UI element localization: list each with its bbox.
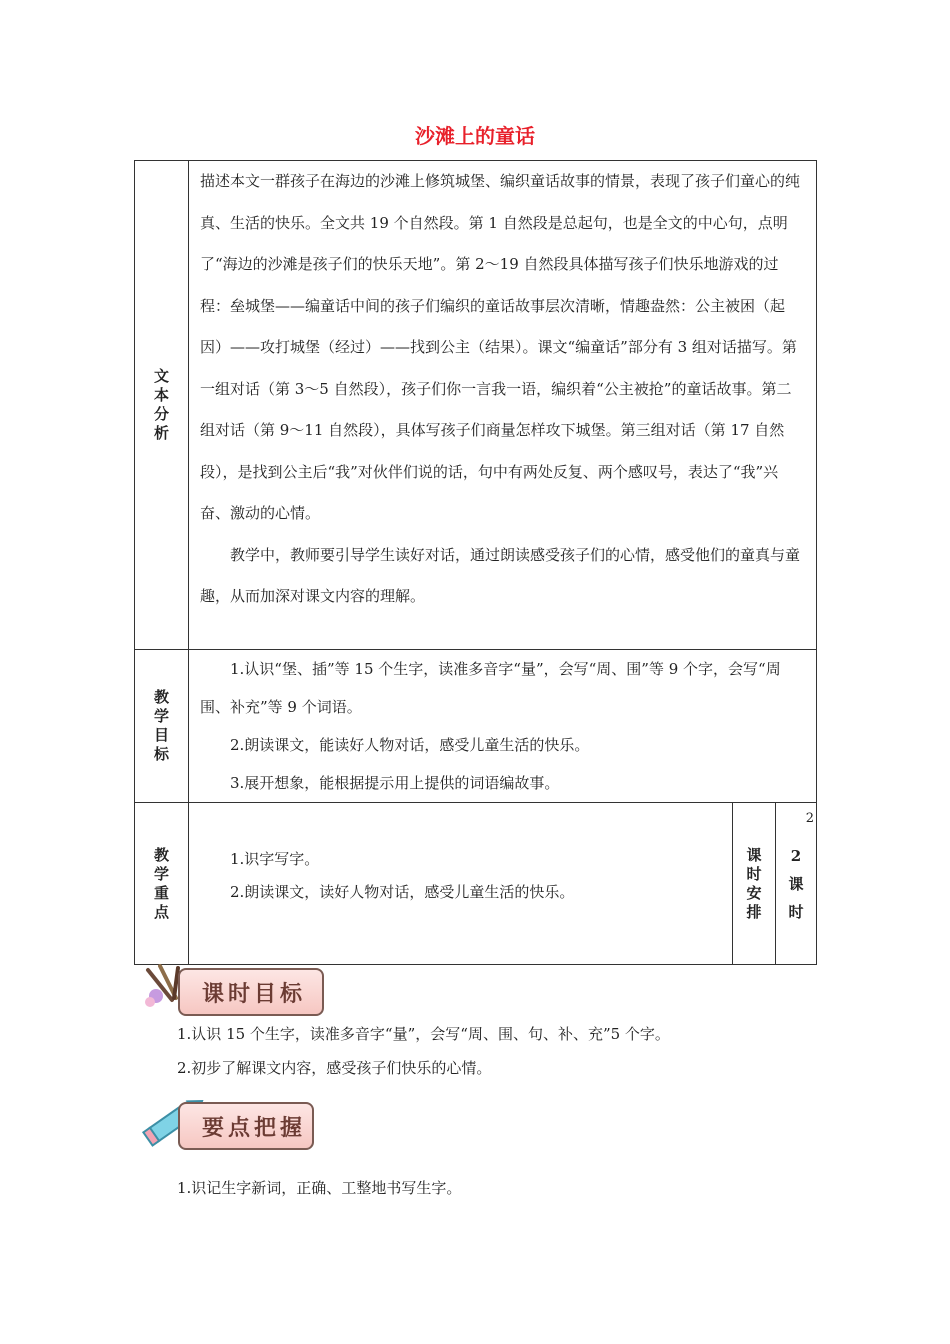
focus-item: 1.识字写字。: [230, 850, 320, 868]
goal-item: 2.朗读课文，能读好人物对话，感受儿童生活的快乐。: [230, 736, 590, 754]
goals-text: [189, 650, 817, 803]
analysis-text: [189, 161, 817, 650]
focus-row: [135, 803, 817, 965]
goals-label: 教 学 目 标: [135, 650, 189, 803]
schedule-value: 2 2 课 时: [776, 803, 817, 965]
focus-item: 2.朗读课文，读好人物对话，感受儿童生活的快乐。: [230, 883, 575, 901]
section-banner-key-points: 要点把握: [178, 1102, 314, 1150]
analysis-paragraph: 描述本文一群孩子在海边的沙滩上修筑城堡、编织童话故事的情景，表现了孩子们童心的纯真、生活的快乐。全文共 19 个自然段。第 1 自然段是总起句，也是全文的中心句，点明了“海边的沙滩是孩子们的快乐天地”。第 2～19 自然段具体描写孩子们快乐地游戏的过程：垒城堡——编童话中间的孩子们编织的童话故事层次清晰，情趣盎然：公主被困（起因）——攻打城堡（经过）——找到公主（结果）。课文“编童话”部分有 3 组对话描写。第一组对话（第 3～5 自然段），孩子们你一言我一语，编织着“公主被抢”的童话故事。第二组对话（第 9～11 自然段），具体写孩子们商量怎样攻下城堡。第三组对话（第 17 自然段），是找到公主后“我”对伙伴们说的话，句中有两处反复、两个感叹号，表达了“我”兴奋、激动的心情。: [200, 172, 801, 522]
lesson-goals-list: [177, 1024, 670, 1078]
schedule-label: 课 时 安 排: [733, 803, 776, 965]
section-banner-lesson-goals: 课时目标: [178, 968, 324, 1016]
focus-text: [189, 803, 733, 965]
page-title: 沙滩上的童话: [415, 124, 535, 148]
goal-item: 1.认识“堡、插”等 15 个生字，读准多音字“量”，会写“周、围”等 9 个字，会写“周围、补充”等 9 个词语。: [200, 660, 781, 716]
lesson-goal-item: 2.初步了解课文内容，感受孩子们快乐的心情。: [177, 1059, 492, 1077]
schedule-small-number: 2: [805, 811, 815, 826]
goals-row: [135, 650, 817, 803]
analysis-paragraph: 教学中，教师要引导学生读好对话，通过朗读感受孩子们的心情，感受他们的童真与童趣，从而加深对课文内容的理解。: [200, 545, 801, 605]
key-point-item: 1.识记生字新词，正确、工整地书写生字。: [177, 1179, 462, 1197]
analysis-label: 文 本 分 析: [135, 161, 189, 650]
analysis-row: [135, 161, 817, 650]
focus-label: 教 学 重 点: [135, 803, 189, 965]
lesson-plan-table: [134, 160, 817, 965]
lesson-goal-item: 1.认识 15 个生字，读准多音字“量”，会写“周、围、句、补、充”5 个字。: [177, 1025, 670, 1043]
goal-item: 3.展开想象，能根据提示用上提供的词语编故事。: [230, 774, 560, 792]
key-points-list: [177, 1178, 461, 1198]
